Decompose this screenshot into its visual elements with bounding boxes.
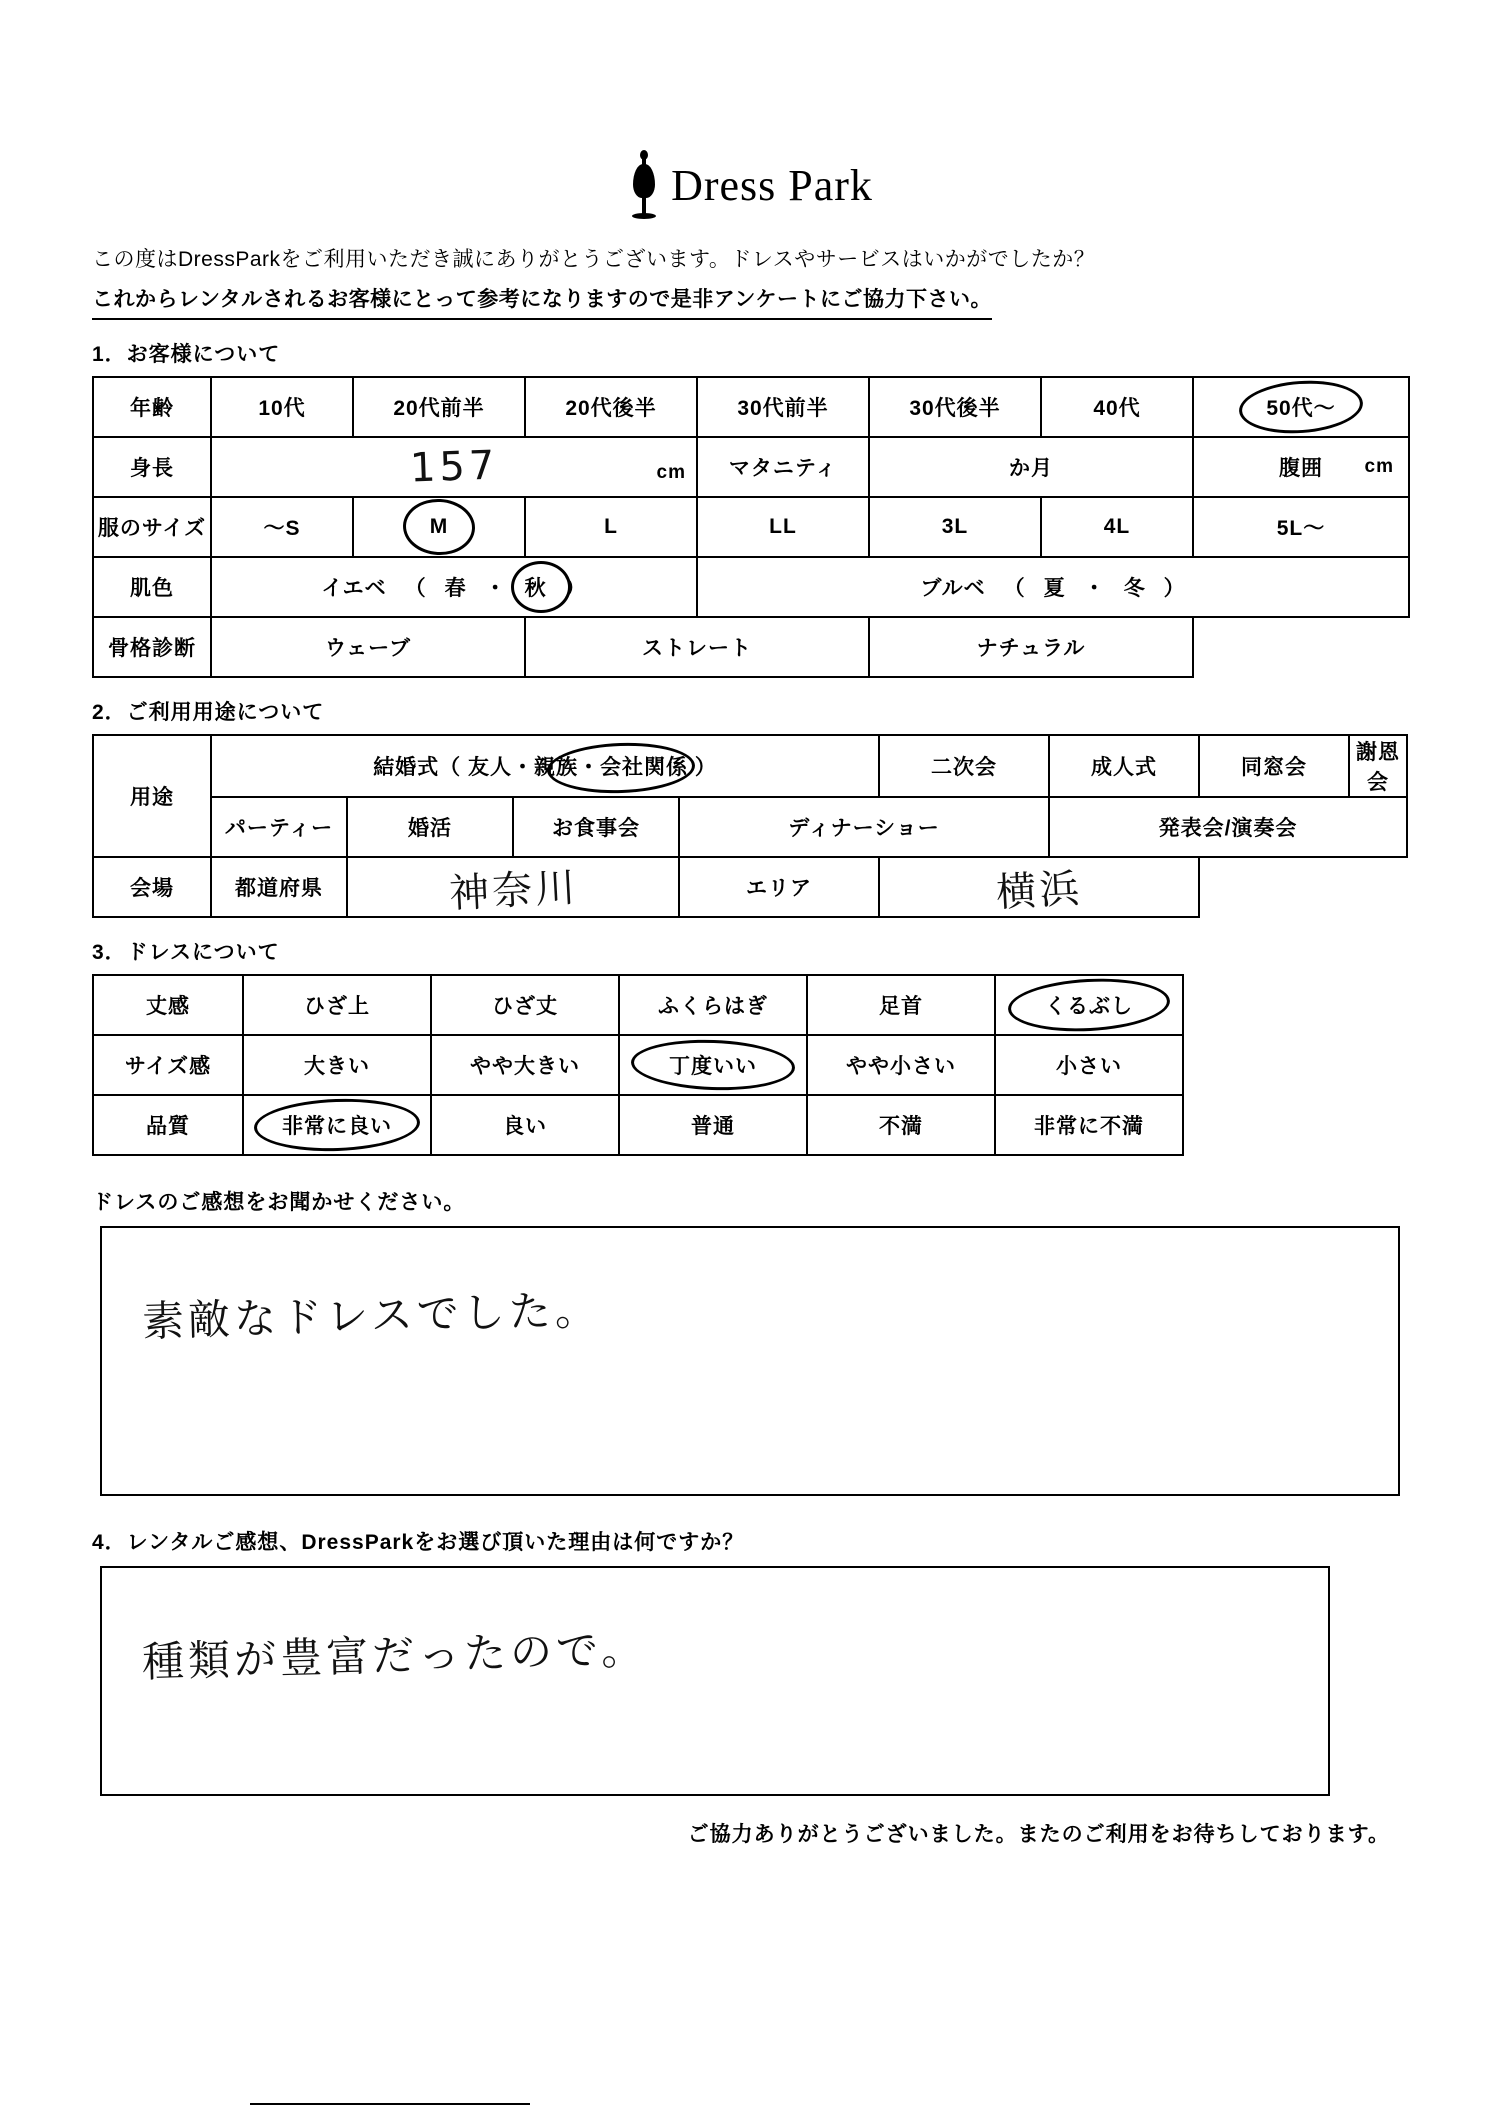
height-unit: cm <box>656 462 686 484</box>
skin-yellow-autumn-wrap[interactable] <box>525 572 547 602</box>
quality-label: 品質 <box>93 1095 243 1155</box>
waist-cell[interactable] <box>1193 437 1409 497</box>
purpose-konkatsu[interactable]: 婚活 <box>347 797 513 857</box>
bone-option-wave[interactable]: ウェーブ <box>211 617 525 677</box>
age-option-50s[interactable] <box>1193 377 1409 437</box>
length-option-calf[interactable]: ふくらはぎ <box>619 975 807 1035</box>
reason-answer: 種類が豊富だったので。 <box>141 1624 648 1687</box>
purpose-dinner-show[interactable]: ディナーショー <box>679 797 1049 857</box>
table-row <box>93 497 1409 557</box>
dress-impression-answer: 素敵なドレスでした。 <box>141 1285 602 1347</box>
maternity-label[interactable]: マタニティ <box>697 437 869 497</box>
table-row <box>93 735 1407 797</box>
purpose-afterparty[interactable]: 二次会 <box>879 735 1049 797</box>
table-row <box>93 857 1407 917</box>
reason-label: 4．レンタルご感想、DressParkをお選び頂いた理由は何ですか？ <box>92 1531 745 1555</box>
size-option-5l[interactable]: 5L～ <box>1193 497 1409 557</box>
table-row <box>93 797 1407 857</box>
length-option-above-knee[interactable]: ひざ上 <box>243 975 431 1035</box>
dress-impression-box[interactable] <box>100 1226 1400 1496</box>
purpose-dining[interactable]: お食事会 <box>513 797 679 857</box>
quality-option-very-good[interactable] <box>243 1095 431 1155</box>
waist-label: 腹囲 <box>1279 457 1323 481</box>
age-label: 年齢 <box>93 377 211 437</box>
bone-option-natural[interactable]: ナチュラル <box>869 617 1193 677</box>
height-label: 身長 <box>93 437 211 497</box>
area-label: エリア <box>679 857 879 917</box>
table-row <box>93 1035 1183 1095</box>
height-value: 157 <box>409 442 499 492</box>
skin-blue-base: ブルベ <box>920 577 986 601</box>
quality-option-very-dissatisfied[interactable]: 非常に不満 <box>995 1095 1183 1155</box>
purpose-wedding[interactable] <box>211 735 879 797</box>
section-2-title: 2．ご利用用途について <box>92 701 325 725</box>
age-option-20s-late[interactable]: 20代後半 <box>525 377 697 437</box>
prefecture-value-cell[interactable] <box>347 857 679 917</box>
waist-unit: cm <box>1364 456 1394 478</box>
size-option-3l[interactable]: 3L <box>869 497 1041 557</box>
fit-option-slightly-large[interactable]: やや大きい <box>431 1035 619 1095</box>
purpose-party[interactable]: パーティー <box>211 797 347 857</box>
size-option-l[interactable]: L <box>525 497 697 557</box>
size-label: 服のサイズ <box>93 497 211 557</box>
size-option-s[interactable]: ～S <box>211 497 353 557</box>
skin-blue-winter[interactable]: 冬 <box>1123 577 1146 601</box>
quality-option-very-good-label: 非常に良い <box>282 1115 392 1139</box>
quality-option-dissatisfied[interactable]: 不満 <box>807 1095 995 1155</box>
age-option-40s[interactable]: 40代 <box>1041 377 1193 437</box>
table-row <box>93 1095 1183 1155</box>
dress-impression-label: ドレスのご感想をお聞かせください。 <box>92 1191 466 1215</box>
brand-logo <box>0 0 1500 220</box>
purpose-recital[interactable]: 発表会/演奏会 <box>1049 797 1407 857</box>
venue-empty-cell <box>1199 857 1349 917</box>
reason-box[interactable] <box>100 1566 1330 1796</box>
purpose-label: 用途 <box>93 735 211 857</box>
age-option-30s-late[interactable]: 30代後半 <box>869 377 1041 437</box>
intro-line-2: これからレンタルされるお客様にとって参考になりますので是非アンケートにご協力下さい。 <box>92 282 992 321</box>
section-1-title: 1．お客様について <box>92 343 281 367</box>
quality-option-good[interactable]: 良い <box>431 1095 619 1155</box>
age-option-30s-early[interactable]: 30代前半 <box>697 377 869 437</box>
paren-open: （ <box>404 577 427 601</box>
age-option-10s[interactable]: 10代 <box>211 377 353 437</box>
skin-yellow-spring[interactable]: 春 <box>444 577 467 601</box>
fit-option-just-right[interactable] <box>619 1035 807 1095</box>
age-option-50s-label: 50代～ <box>1266 397 1336 421</box>
skin-yellow-autumn: 秋 <box>524 577 547 601</box>
section-3-title: 3．ドレスについて <box>92 941 280 965</box>
quality-option-normal[interactable]: 普通 <box>619 1095 807 1155</box>
venue-label: 会場 <box>93 857 211 917</box>
purpose-wedding-text-wrap <box>373 751 717 781</box>
paren-close: ） <box>564 577 587 601</box>
dress-form-icon <box>627 150 661 220</box>
paren-open-2: （ <box>1003 577 1026 601</box>
fit-option-just-right-label: 丁度いい <box>669 1055 757 1079</box>
purpose-wedding-text: 結婚式（ 友人・親族・会社関係 ） <box>373 756 717 780</box>
brand-name: Dress Park <box>671 160 873 210</box>
fit-option-slightly-small[interactable]: やや小さい <box>807 1035 995 1095</box>
fit-option-small[interactable]: 小さい <box>995 1035 1183 1095</box>
length-option-ankle[interactable]: 足首 <box>807 975 995 1035</box>
length-option-knee[interactable]: ひざ丈 <box>431 975 619 1035</box>
table-row <box>93 617 1409 677</box>
skin-blue-summer[interactable]: 夏 <box>1043 577 1066 601</box>
dress-feedback-table <box>92 974 1184 1156</box>
prefecture-label: 都道府県 <box>211 857 347 917</box>
usage-table <box>92 734 1408 918</box>
size-option-m[interactable] <box>353 497 525 557</box>
skin-yellow-cell[interactable] <box>211 557 697 617</box>
bone-option-straight[interactable]: ストレート <box>525 617 869 677</box>
fit-option-large[interactable]: 大きい <box>243 1035 431 1095</box>
bone-empty-cell <box>1193 617 1409 677</box>
customer-info-table <box>92 376 1410 678</box>
intro-line-1: この度はDressParkをご利用いただき誠にありがとうございます。ドレスやサービスはいかがでしたか？ <box>92 248 1096 271</box>
length-option-kurubushi[interactable] <box>995 975 1183 1035</box>
size-option-4l[interactable]: 4L <box>1041 497 1193 557</box>
length-label: 丈感 <box>93 975 243 1035</box>
purpose-thanksgiving[interactable]: 謝恩会 <box>1349 735 1407 797</box>
footer-divider <box>250 2103 530 2105</box>
area-value-cell[interactable] <box>879 857 1199 917</box>
separator-dot-2: ・ <box>1083 577 1106 601</box>
length-option-kurubushi-label: くるぶし <box>1045 995 1133 1019</box>
prefecture-value: 神奈川 <box>447 864 579 918</box>
skin-yellow-base: イエベ <box>321 577 387 601</box>
size-option-m-label: M <box>429 515 449 539</box>
skin-blue-cell[interactable] <box>697 557 1409 617</box>
size-option-ll[interactable]: LL <box>697 497 869 557</box>
intro-text <box>92 242 1500 320</box>
table-row <box>93 377 1409 437</box>
purpose-coming-of-age[interactable]: 成人式 <box>1049 735 1199 797</box>
area-value: 横浜 <box>995 865 1084 917</box>
paren-close-2: ） <box>1163 577 1186 601</box>
table-row <box>93 557 1409 617</box>
bone-label: 骨格診断 <box>93 617 211 677</box>
closing-text: ご協力ありがとうございました。またのご利用をお待ちしております。 <box>687 1823 1390 1847</box>
table-row <box>93 437 1409 497</box>
maternity-month-label[interactable]: か月 <box>869 437 1193 497</box>
purpose-reunion[interactable]: 同窓会 <box>1199 735 1349 797</box>
age-option-20s-early[interactable]: 20代前半 <box>353 377 525 437</box>
separator-dot: ・ <box>484 577 507 601</box>
fit-label: サイズ感 <box>93 1035 243 1095</box>
table-row <box>93 975 1183 1035</box>
height-value-cell[interactable] <box>211 437 697 497</box>
skin-label: 肌色 <box>93 557 211 617</box>
